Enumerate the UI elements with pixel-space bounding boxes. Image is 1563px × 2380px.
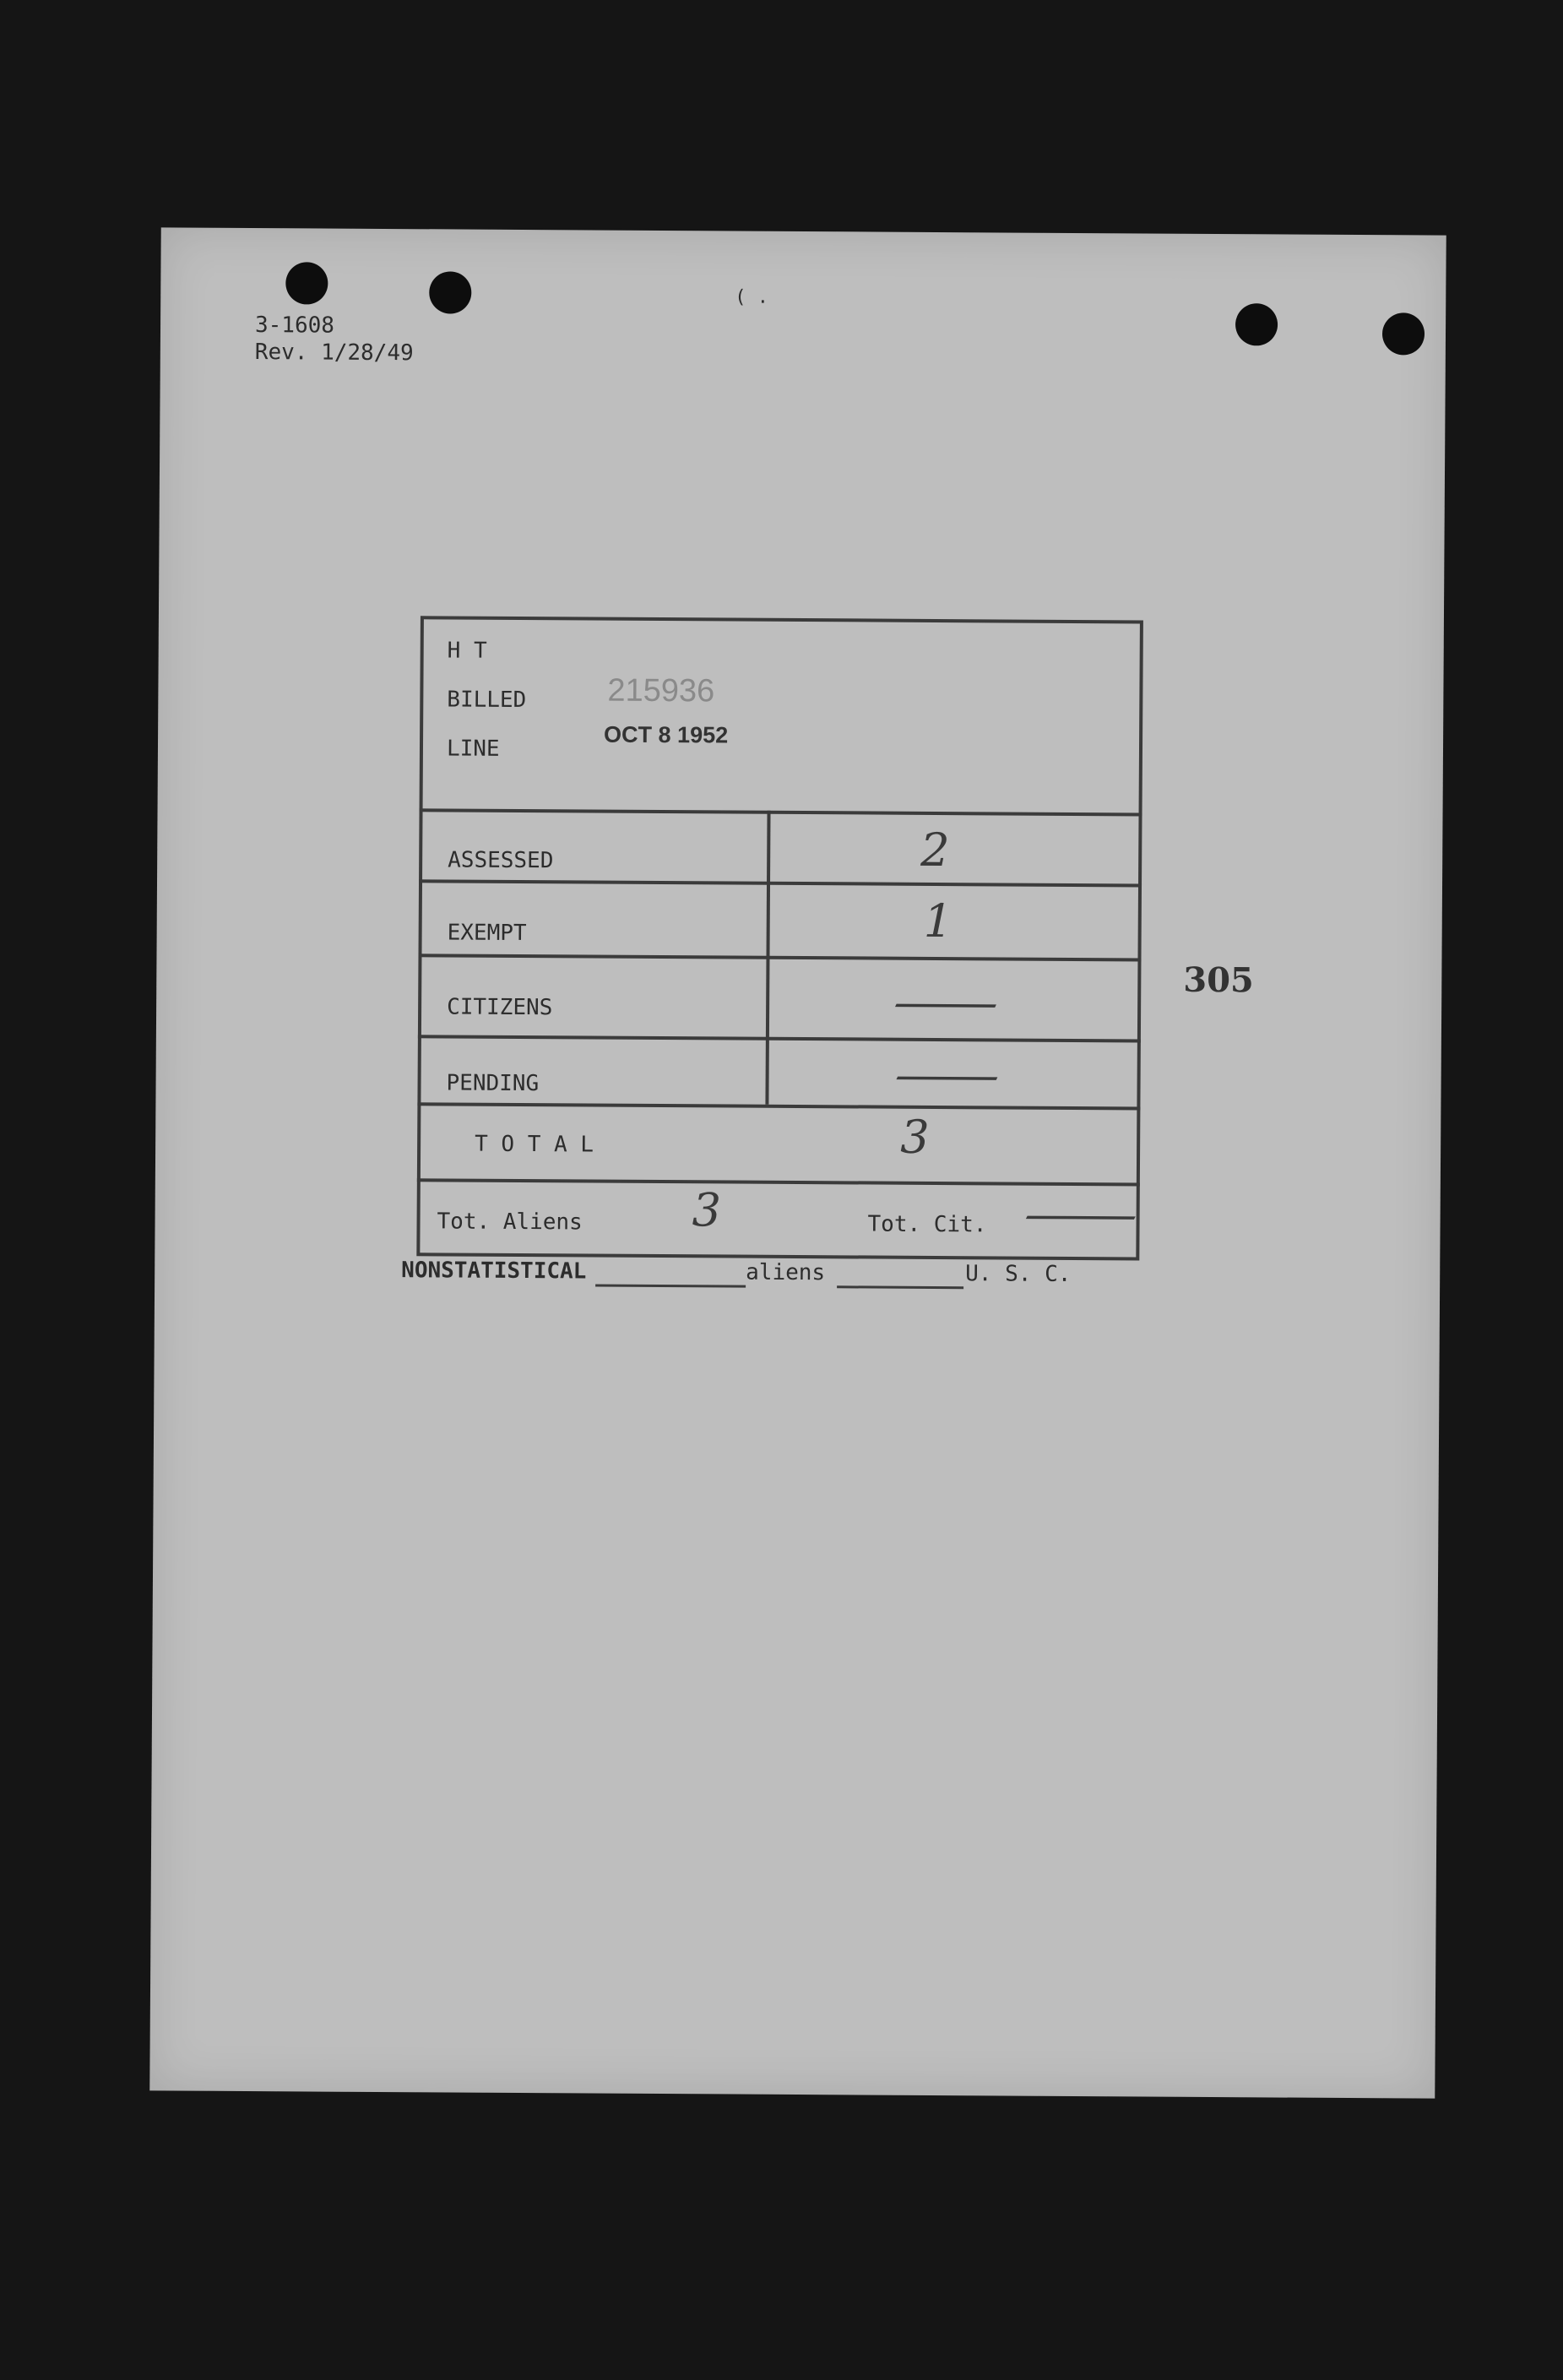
total-label: T O T A L [475, 1131, 594, 1158]
citizens-value: — [890, 975, 1001, 1030]
pending-value: — [892, 1047, 1002, 1102]
punch-hole-icon [1382, 312, 1425, 355]
ht-label: H T [447, 638, 487, 664]
tot-cit-value: — [1021, 1187, 1141, 1242]
exempt-label: EXEMPT [447, 920, 527, 947]
nonstatistical-label: NONSTATISTICAL [401, 1258, 587, 1285]
punch-hole-icon [429, 271, 471, 313]
billed-number: 215936 [607, 672, 715, 709]
exempt-value: 1 [923, 894, 953, 948]
citizens-label: CITIZENS [447, 994, 553, 1021]
line-label: LINE [446, 736, 500, 762]
billed-label: BILLED [447, 687, 527, 714]
tot-aliens-value: 3 [692, 1183, 722, 1237]
page-number: 305 [1183, 959, 1254, 1001]
usc-label: U. S. C. [965, 1261, 1072, 1287]
header-fragment: ( . [735, 286, 769, 308]
aliens-label: aliens [746, 1259, 826, 1286]
form-revision: Rev. 1/28/49 [254, 340, 414, 367]
punch-hole-icon [1235, 303, 1278, 345]
total-value: 3 [899, 1110, 930, 1164]
punch-hole-icon [285, 262, 328, 304]
pending-label: PENDING [446, 1070, 540, 1097]
blank-line [595, 1285, 746, 1288]
document-page [149, 227, 1446, 2098]
assessed-value: 2 [920, 823, 950, 878]
assessed-label: ASSESSED [448, 847, 554, 874]
tot-aliens-label: Tot. Aliens [437, 1209, 583, 1236]
blank-line [837, 1285, 963, 1289]
date-stamp: OCT 8 1952 [604, 721, 729, 748]
form-number: 3-1608 [254, 312, 335, 339]
tot-cit-label: Tot. Cit. [867, 1211, 987, 1238]
